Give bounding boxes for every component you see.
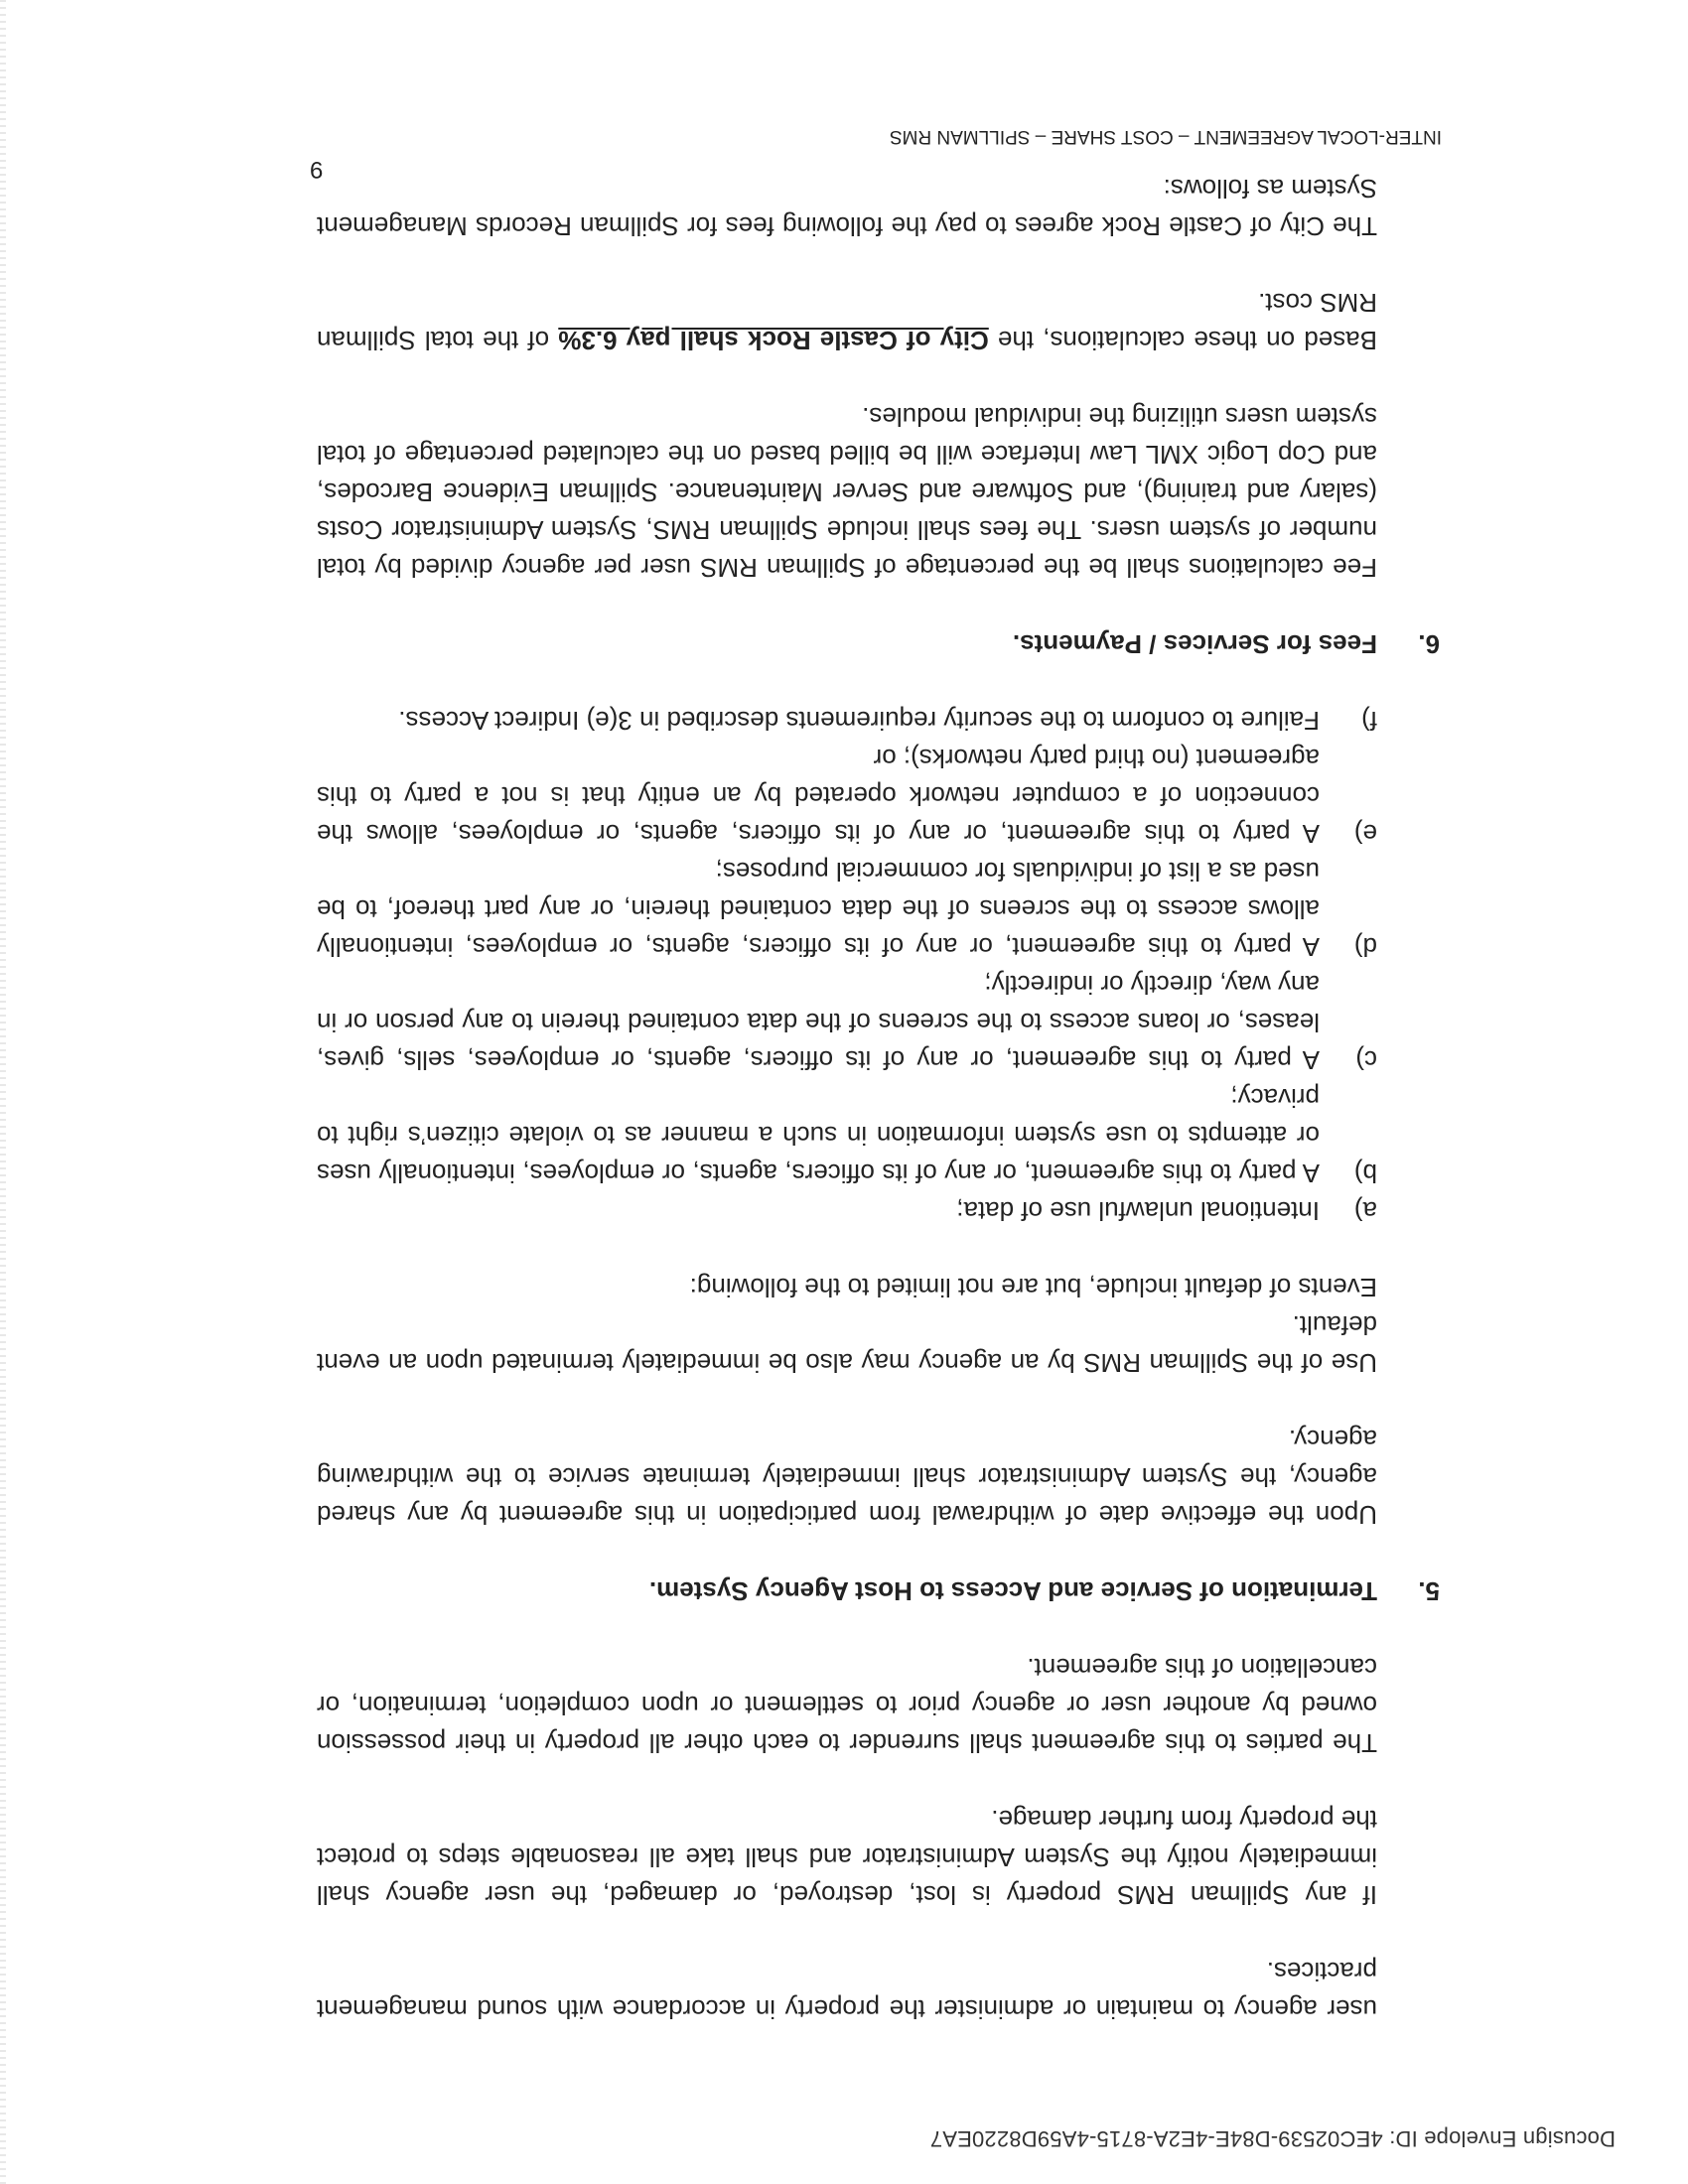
paragraph: Events of default include, but are not limited to the following: bbox=[689, 1273, 1377, 1302]
page-number: 9 bbox=[310, 156, 324, 183]
list-item-text: A party to this agreement, or any of its officers, agents, or employees, intentionally uses or attempts to use system information in such a manner as to violate citizen’s right to privacy; bbox=[317, 1083, 1320, 1188]
list-item bbox=[317, 740, 1377, 853]
payment-share-text: City of Castle Rock shall pay 6.3% bbox=[558, 326, 989, 355]
list-item-text: Intentional unlawful use of data; bbox=[956, 1196, 1320, 1226]
list-item-label: d) bbox=[1353, 932, 1377, 962]
page-footer bbox=[310, 125, 1442, 183]
list-item bbox=[317, 1192, 1377, 1230]
paragraph: The parties to this agreement shall surrender to each other all property in their possession owned by another user or agency prior to settlement or upon completion, termination, or cancellation of this agreement. bbox=[317, 1653, 1377, 1758]
list-item bbox=[317, 702, 1377, 740]
list-item-text: A party to this agreement, or any of its officers, agents, or employees, sells, gives, leases, or loans access to the screens of the data contained therein to any person or in any way, directly or indirectly; bbox=[317, 970, 1320, 1075]
paragraph: Use of the Spillman RMS by an agency may also be immediately terminated upon an event default. bbox=[317, 1310, 1377, 1378]
list-item-text: A party to this agreement, or any of its officers, agents, or employees, allows the connection of a computer network operated by an entity that is not a party to this agreement (no third party networks); or bbox=[317, 744, 1320, 849]
section-title: Termination of Service and Access to Host Agency System. bbox=[648, 1576, 1377, 1606]
list-item-label: f) bbox=[1361, 706, 1377, 736]
list-item bbox=[317, 1079, 1377, 1192]
paragraph-payment-share bbox=[317, 284, 1377, 359]
list-item-label: b) bbox=[1353, 1159, 1377, 1188]
list-item-label: a) bbox=[1353, 1196, 1377, 1226]
list-item-text: A party to this agreement, or any of its officers, agents, or employees, intentionally allows access to the screens of the data contained therein, or any part thereof, to be used as a list of individuals for commercial purposes; bbox=[317, 857, 1320, 962]
paragraph: user agency to maintain or administer the property in accordance with sound management practices. bbox=[317, 1957, 1377, 2024]
list-item-label: c) bbox=[1355, 1045, 1377, 1075]
paragraph: The City of Castle Rock agrees to pay the following fees for Spillman Records Management System as follows: bbox=[317, 174, 1377, 241]
paragraph: If any Spillman RMS property is lost, destroyed, or damaged, the user agency shall immediately notify the System Administrator and shall take all reasonable steps to protect the property from further damage. bbox=[317, 1805, 1377, 1910]
document-body bbox=[317, 131, 1440, 2028]
section-title: Fees for Services / Payments. bbox=[1012, 629, 1377, 659]
section-heading-5: 5. Termination of Service and Access to Host Agency System. bbox=[317, 1572, 1377, 1610]
default-events-list bbox=[317, 702, 1377, 1230]
text-fragment: Based on these calculations, the bbox=[988, 326, 1377, 355]
list-item bbox=[317, 853, 1377, 966]
text-fragment: of the total Spillman RMS cost. bbox=[317, 288, 1377, 355]
list-item-label: e) bbox=[1353, 819, 1377, 849]
list-item bbox=[317, 966, 1377, 1079]
paragraph: Fee calculations shall be the percentage of Spillman RMS user per agency divided by total number of system users. The fees shall include Spillman RMS, System Administrator Costs (salary and training), and Software and Server Maintenance. Spillman Evidence Barcodes, and Cop Logic XML Law Interface will be billed based on the calculated percentage of total system users utilizing the individual modules. bbox=[317, 402, 1377, 583]
footer-title: INTER-LOCAL AGREEMENT – COST SHARE – SPILLMAN RMS bbox=[889, 126, 1442, 147]
section-heading-6: 6. Fees for Services / Payments. bbox=[317, 625, 1377, 663]
paragraph: Upon the effective date of withdrawal from participation in this agreement by any shared agency, the System Administrator shall immediately terminate service to the withdrawing agency. bbox=[317, 1425, 1377, 1530]
envelope-id: Docusign Envelope ID: 4EC02539-D84E-4E2A-8715-4A59D8220EA7 bbox=[929, 2126, 1616, 2151]
list-item-text: Failure to conform to the security requirements described in 3(e) Indirect Access. bbox=[398, 706, 1320, 736]
